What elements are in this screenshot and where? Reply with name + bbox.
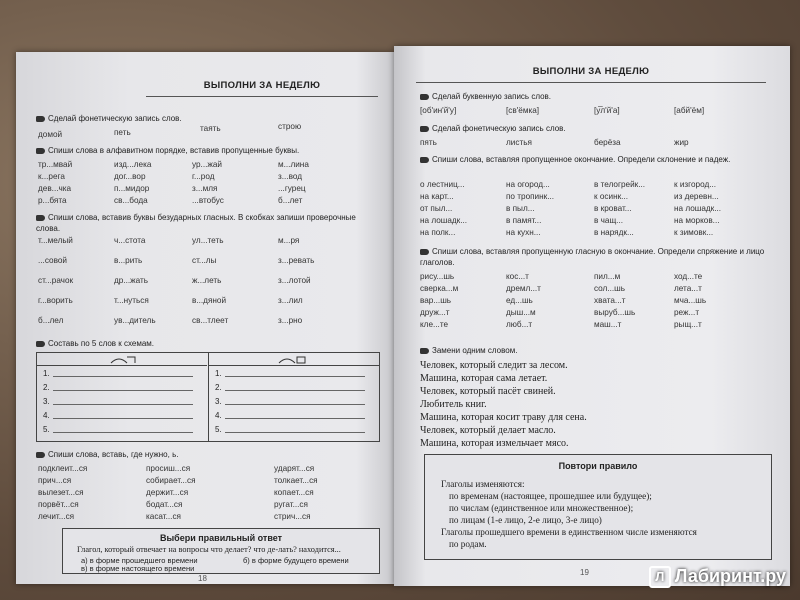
word: берёза xyxy=(594,138,621,147)
word: б...лел xyxy=(38,316,64,325)
underline xyxy=(53,376,193,377)
word: люб...т xyxy=(506,320,533,329)
word: держит...ся xyxy=(146,488,189,497)
word: в нарядк... xyxy=(594,228,634,237)
word: ст...лы xyxy=(192,256,217,265)
word: м...лина xyxy=(278,160,309,169)
word: дремл...т xyxy=(506,284,541,293)
task-unstressed: Спиши слова, вставив буквы безударных гласных. В скобках запиши проверочные слова. xyxy=(36,213,356,233)
pencil-icon xyxy=(420,348,429,354)
word: ч...стота xyxy=(114,236,146,245)
rule-line: Глаголы прошедшего времени в единственном числе изменяются xyxy=(441,527,697,537)
word: ур...жай xyxy=(192,160,222,169)
task-endings: Спиши слова, вставляя пропущенное окончание. Определи склонение и падеж. xyxy=(420,154,780,165)
pencil-icon xyxy=(420,126,429,132)
sentence-line: Машина, которая косит траву для сена. xyxy=(420,412,587,423)
word: бодат...ся xyxy=(146,500,183,509)
word: на кухн... xyxy=(506,228,541,237)
word: к изгород... xyxy=(674,180,717,189)
word: на лошадк... xyxy=(674,204,722,213)
underline xyxy=(53,390,193,391)
task-letter-record: Сделай буквенную запись слов. xyxy=(420,92,551,101)
word: ударят...ся xyxy=(274,464,315,473)
word: [об'ин'й'у] xyxy=(420,106,457,115)
word: ...гурец xyxy=(278,184,306,193)
word: о лестниц... xyxy=(420,180,465,189)
line-number: 4. xyxy=(215,411,222,420)
answer-option[interactable]: б) в форме будущего времени xyxy=(243,556,349,565)
box-question: Глагол, который отвечает на вопросы что делает? что де-лать? находится... xyxy=(77,545,341,554)
word: п...мидор xyxy=(114,184,150,193)
root-ending-scheme-icon xyxy=(209,354,379,366)
word: сверка...м xyxy=(420,284,459,293)
word: кле...те xyxy=(420,320,449,329)
word: кос...т xyxy=(506,272,529,281)
word: з...рно xyxy=(278,316,303,325)
line-number: 1. xyxy=(215,369,222,378)
underline xyxy=(225,376,365,377)
rule-line: по временам (настоящее, прошедшее или будущее); xyxy=(449,491,652,501)
word: вар...шь xyxy=(420,296,452,305)
word: собирает...ся xyxy=(146,476,196,485)
page-header: ВЫПОЛНИ ЗА НЕДЕЛЮ xyxy=(416,66,766,83)
scheme-table xyxy=(36,352,380,442)
word: на морков... xyxy=(674,216,720,225)
word: св...бода xyxy=(114,196,148,205)
task-phonetic: Сделай фонетическую запись слов. xyxy=(420,124,566,133)
word: таять xyxy=(200,124,221,133)
word: з...мля xyxy=(192,184,218,193)
word: пять xyxy=(420,138,437,147)
word: касат...ся xyxy=(146,512,181,521)
scheme-header xyxy=(209,353,379,366)
word: в памят... xyxy=(506,216,542,225)
box-title: Выбери правильный ответ xyxy=(159,533,283,543)
line-number: 5. xyxy=(43,425,50,434)
rule-box xyxy=(424,454,772,560)
answer-option[interactable]: а) в форме прошедшего времени xyxy=(81,556,198,565)
rule-line: Глаголы изменяются: xyxy=(441,479,525,489)
answer-line[interactable] xyxy=(43,369,50,378)
labyrinth-logo-icon: Л xyxy=(649,566,671,588)
word: тр...мвай xyxy=(38,160,73,169)
word: из деревн... xyxy=(674,192,719,201)
word: ругат...ся xyxy=(274,500,308,509)
word: на карт... xyxy=(420,192,454,201)
line-number: 2. xyxy=(43,383,50,392)
word: хвата...т xyxy=(594,296,626,305)
rule-line: по лицам (1-е лицо, 2-е лицо, 3-е лицо) xyxy=(449,515,602,525)
pencil-icon xyxy=(420,249,429,255)
word: прич...ся xyxy=(38,476,72,485)
scheme-column-left xyxy=(37,353,207,441)
rule-line: по родам. xyxy=(449,539,487,549)
word: рыщ...т xyxy=(674,320,702,329)
answer-option[interactable]: в) в форме настоящего времени xyxy=(81,564,195,573)
line-number: 1. xyxy=(43,369,50,378)
word: копает...ся xyxy=(274,488,314,497)
word: к...рега xyxy=(38,172,65,181)
sentence-line: Человек, который следит за лесом. xyxy=(420,360,568,371)
word: на лошадк... xyxy=(420,216,468,225)
word: в...рить xyxy=(114,256,143,265)
sentence-line: Любитель книг. xyxy=(420,399,487,410)
word: в телогрейк... xyxy=(594,180,646,189)
word: по тропинк... xyxy=(506,192,555,201)
answer-line[interactable] xyxy=(215,383,222,392)
word: ед...шь xyxy=(506,296,533,305)
word: подклеит...ся xyxy=(38,464,88,473)
word: з...лотой xyxy=(278,276,311,285)
word: в чащ... xyxy=(594,216,624,225)
box-title: Повтори правило xyxy=(558,461,638,471)
task-schemes: Составь по 5 слов к схемам. xyxy=(36,339,154,348)
rule-line: по числам (единственное или множественное); xyxy=(449,503,634,513)
word: ст...рачок xyxy=(38,276,74,285)
word: стрич...ся xyxy=(274,512,311,521)
sentence-line: Машина, которая измельчает мясо. xyxy=(420,438,569,449)
word: [у̅л'й'а] xyxy=(594,106,620,115)
pencil-icon xyxy=(420,157,429,163)
scheme-column-right xyxy=(208,353,379,441)
word: строю xyxy=(278,122,302,131)
word: в пыл... xyxy=(506,204,535,213)
underline xyxy=(225,404,365,405)
word: петь xyxy=(114,128,131,137)
left-page xyxy=(16,52,394,584)
word: вылезет...ся xyxy=(38,488,84,497)
word: просиш...ся xyxy=(146,464,191,473)
suffix-scheme-icon xyxy=(37,354,207,366)
word: [св'ёмка] xyxy=(506,106,540,115)
word: пил...м xyxy=(594,272,621,281)
task-replace: Замени одним словом. xyxy=(420,346,517,355)
word: выруб...шь xyxy=(594,308,636,317)
word: мча...шь xyxy=(674,296,707,305)
word: к осинк... xyxy=(594,192,629,201)
right-page xyxy=(394,46,790,586)
word: сол...шь xyxy=(594,284,625,293)
task-phonetic: Сделай фонетическую запись слов. xyxy=(36,114,182,123)
word: от пыл... xyxy=(420,204,453,213)
word: дог...вор xyxy=(114,172,146,181)
page-header: ВЫПОЛНИ ЗА НЕДЕЛЮ xyxy=(146,80,378,97)
word: лечит...ся xyxy=(38,512,75,521)
answer-line[interactable] xyxy=(215,411,222,420)
word: домой xyxy=(38,130,63,139)
word: порвёт...ся xyxy=(38,500,79,509)
word: к зимовк... xyxy=(674,228,714,237)
sentence-line: Машина, которая сама летает. xyxy=(420,373,548,384)
word: г...род xyxy=(192,172,215,181)
pencil-icon xyxy=(36,116,45,122)
pencil-icon xyxy=(420,94,429,100)
underline xyxy=(53,418,193,419)
word: ув...дитель xyxy=(114,316,156,325)
word: м...ря xyxy=(278,236,300,245)
pencil-icon xyxy=(36,452,45,458)
word: в кроват... xyxy=(594,204,632,213)
word: ...втобус xyxy=(192,196,224,205)
word: ж...леть xyxy=(192,276,222,285)
answer-line[interactable] xyxy=(215,369,222,378)
word: на полк... xyxy=(420,228,456,237)
underline xyxy=(225,418,365,419)
page-number: 18 xyxy=(198,574,207,583)
pencil-icon xyxy=(36,148,45,154)
word: ход...те xyxy=(674,272,703,281)
underline xyxy=(225,432,365,433)
word: дыш...м xyxy=(506,308,536,317)
word: б...лет xyxy=(278,196,303,205)
word: друж...т xyxy=(420,308,450,317)
word: з...ревать xyxy=(278,256,315,265)
word: р...бята xyxy=(38,196,67,205)
word: ул...теть xyxy=(192,236,224,245)
word: рису...шь xyxy=(420,272,455,281)
word: листья xyxy=(506,138,532,147)
word: жир xyxy=(674,138,689,147)
line-number: 5. xyxy=(215,425,222,434)
watermark: Л Лабиринт.ру xyxy=(649,566,786,588)
scheme-header xyxy=(37,353,207,366)
word: реж...т xyxy=(674,308,700,317)
word: изд...лека xyxy=(114,160,152,169)
answer-line[interactable] xyxy=(215,425,222,434)
task-conjugation: Спиши слова, вставляя пропущенную гласную в окончание. Определи спряжение и лицо глаголов. xyxy=(420,247,765,267)
word: лета...т xyxy=(674,284,702,293)
word: др...жать xyxy=(114,276,149,285)
task-soft-sign: Спиши слова, вставь, где нужно, ь. xyxy=(36,450,178,459)
word: з...лил xyxy=(278,296,303,305)
word: т...нуться xyxy=(114,296,149,305)
word: дев...чка xyxy=(38,184,72,193)
underline xyxy=(53,404,193,405)
underline xyxy=(225,390,365,391)
word: ...совой xyxy=(38,256,67,265)
word: маш...т xyxy=(594,320,622,329)
pencil-icon xyxy=(36,341,45,347)
answer-line[interactable] xyxy=(215,397,222,406)
page-number: 19 xyxy=(580,568,589,577)
word: з...вод xyxy=(278,172,302,181)
line-number: 4. xyxy=(43,411,50,420)
word: в...дяной xyxy=(192,296,227,305)
word: [абй'ём] xyxy=(674,106,705,115)
underline xyxy=(53,432,193,433)
answer-box xyxy=(62,528,380,574)
task-alphabet: Спиши слова в алфавитном порядке, вставив пропущенные буквы. xyxy=(36,146,299,155)
sentence-line: Человек, который делает масло. xyxy=(420,425,556,436)
sentence-line: Человек, который пасёт свиней. xyxy=(420,386,556,397)
line-number: 3. xyxy=(43,397,50,406)
word: на огород... xyxy=(506,180,550,189)
answer-line[interactable] xyxy=(43,397,50,406)
line-number: 3. xyxy=(215,397,222,406)
answer-line[interactable] xyxy=(43,383,50,392)
answer-line[interactable] xyxy=(43,425,50,434)
answer-line[interactable] xyxy=(43,411,50,420)
word: т...мелый xyxy=(38,236,73,245)
pencil-icon xyxy=(36,215,45,221)
word: св...тлеет xyxy=(192,316,229,325)
word: г...ворить xyxy=(38,296,73,305)
line-number: 2. xyxy=(215,383,222,392)
word: толкает...ся xyxy=(274,476,318,485)
